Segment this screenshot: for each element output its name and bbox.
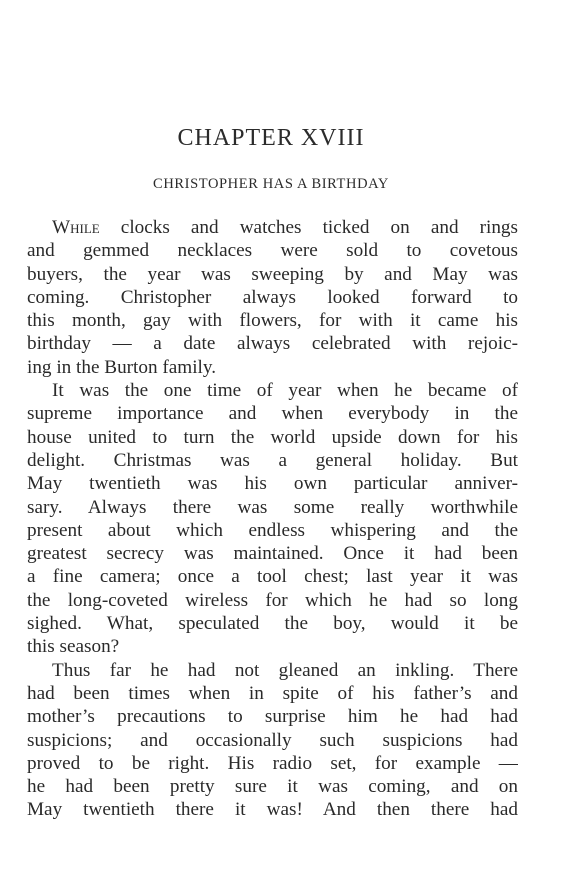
text-line <box>27 216 518 239</box>
text-line <box>27 798 518 821</box>
line-text: he had been pretty sure it was coming, and on <box>27 776 518 798</box>
text-line <box>27 449 518 472</box>
opening-word: While <box>52 217 100 238</box>
line-text: this season? <box>27 636 120 658</box>
text-line <box>27 589 518 612</box>
line-text: Thus far he had not gleaned an inkling. There <box>52 659 518 681</box>
line-text: coming. Christopher always looked forward to <box>27 286 518 308</box>
line-text: May twentieth there it was! And then there had <box>27 799 518 821</box>
text-line <box>27 682 518 705</box>
line-text: had been times when in spite of his father’s and <box>27 682 518 704</box>
line-text: sighed. What, speculated the boy, would it be <box>27 613 518 635</box>
text-line <box>27 612 518 635</box>
text-line <box>27 705 518 728</box>
line-text: a fine camera; once a tool chest; last year it was <box>27 566 518 588</box>
line-text: sary. Always there was some really worthwhile <box>27 496 518 518</box>
line-text: greatest secrecy was maintained. Once it had been <box>27 543 518 565</box>
line-text: this month, gay with flowers, for with it came his <box>27 310 518 332</box>
body-text <box>27 216 518 822</box>
chapter-subtitle: CHRISTOPHER HAS A BIRTHDAY <box>153 176 389 192</box>
text-line <box>27 752 518 775</box>
text-line <box>27 263 518 286</box>
line-text: birthday — a date always celebrated with rejoic- <box>27 333 518 355</box>
line-text: suspicions; and occasionally such suspicions had <box>27 729 518 751</box>
chapter-title: CHAPTER XVIII <box>177 125 365 151</box>
text-line <box>27 775 518 798</box>
text-line <box>27 379 518 402</box>
text-line <box>27 239 518 262</box>
line-text: present about which endless whispering and the <box>27 519 518 541</box>
line-text: proved to be right. His radio set, for example — <box>27 752 518 774</box>
text-line <box>27 309 518 332</box>
line-text: clocks and watches ticked on and rings <box>99 217 518 238</box>
text-line <box>27 729 518 752</box>
line-text: the long-coveted wireless for which he had so long <box>27 589 518 611</box>
line-text: mother’s precautions to surprise him he had had <box>27 706 518 728</box>
line-text: house united to turn the world upside down for his <box>27 426 518 448</box>
text-line <box>27 565 518 588</box>
line-text: buyers, the year was sweeping by and May was <box>27 263 518 285</box>
line-text: delight. Christmas was a general holiday. But <box>27 449 518 471</box>
text-line <box>27 332 518 355</box>
line-text: May twentieth was his own particular anniver- <box>27 473 518 495</box>
line-text: ing in the Burton family. <box>27 356 217 378</box>
text-line <box>27 519 518 542</box>
text-line <box>27 635 518 658</box>
text-line <box>27 426 518 449</box>
line-text: It was the one time of year when he became of <box>52 380 518 402</box>
text-line <box>27 286 518 309</box>
text-line <box>27 402 518 425</box>
line-text: and gemmed necklaces were sold to covetous <box>27 240 518 262</box>
text-line <box>27 496 518 519</box>
text-line <box>27 472 518 495</box>
line-text: supreme importance and when everybody in the <box>27 403 518 425</box>
text-line <box>27 659 518 682</box>
text-line <box>27 356 518 379</box>
text-line <box>27 542 518 565</box>
